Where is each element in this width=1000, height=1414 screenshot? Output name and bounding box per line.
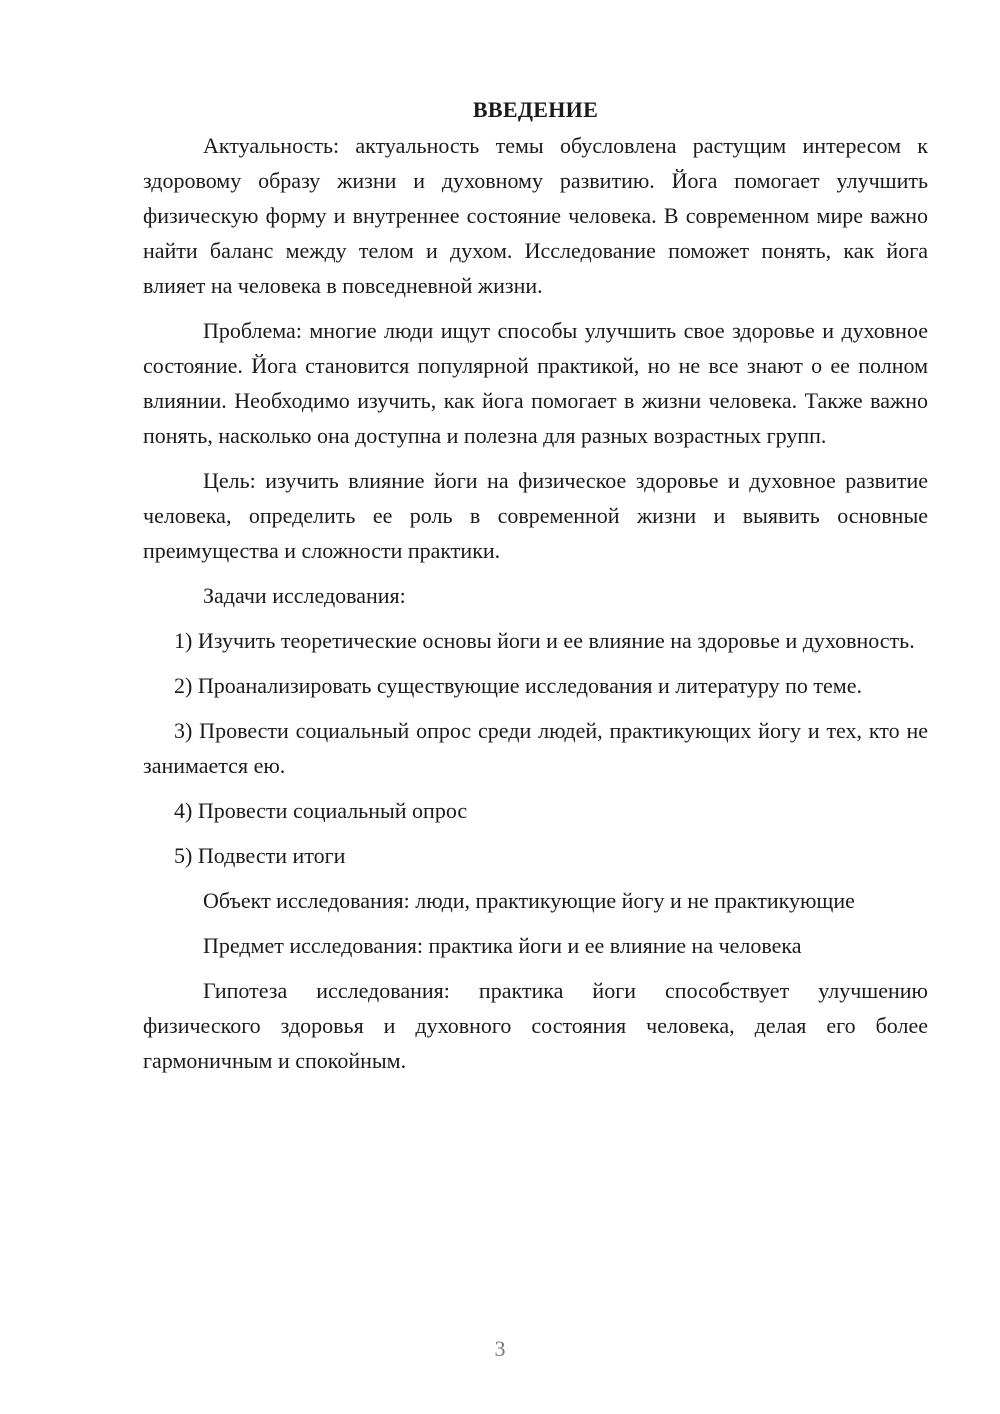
task-item: 1) Изучить теоретические основы йоги и ее влияние на здоровье и духовность.: [174, 628, 915, 653]
subject-paragraph: Предмет исследования: практика йоги и ее влияние на человека: [203, 933, 802, 958]
object-paragraph: Объект исследования: люди, практикующие йогу и не практикующие: [203, 888, 855, 913]
task-item: 4) Провести социальный опрос: [174, 798, 468, 823]
relevance-paragraph: Актуальность: актуальность темы обусловлена растущим интересом к здоровому образу жизни и духовному развитию. Йога помогает улучшить физическую форму и внутреннее состояние человека. В современном мире важно найти баланс между телом и духом. Исследование поможет понять, как йога влияет на человека в повседневной жизни.: [143, 133, 928, 298]
hypothesis-paragraph: Гипотеза исследования: практика йоги способствует улучшению физического здоровья и духовного состояния человека, делая его более гармоничным и спокойным.: [143, 978, 928, 1073]
task-item: 3) Провести социальный опрос среди людей, практикующих йогу и тех, кто не занимается ею.: [143, 718, 928, 778]
problem-paragraph: Проблема: многие люди ищут способы улучшить свое здоровье и духовное состояние. Йога становится популярной практикой, но не все знают о ее полном влиянии. Необходимо изучить, как йога помогает в жизни человека. Также важно понять, насколько она доступна и полезна для разных возрастных групп.: [143, 318, 928, 448]
section-heading: ВВЕДЕНИЕ: [472, 97, 599, 122]
document-page: [143, 92, 928, 1078]
task-item: 5) Подвести итоги: [174, 843, 346, 868]
goal-paragraph: Цель: изучить влияние йоги на физическое здоровье и духовное развитие человека, определить ее роль в современной жизни и выявить основные преимущества и сложности практики.: [143, 468, 928, 563]
tasks-list: [143, 623, 928, 873]
tasks-title: Задачи исследования:: [203, 583, 406, 608]
task-item: 2) Проанализировать существующие исследования и литературу по теме.: [174, 673, 862, 698]
page-number: 3: [494, 1336, 506, 1361]
